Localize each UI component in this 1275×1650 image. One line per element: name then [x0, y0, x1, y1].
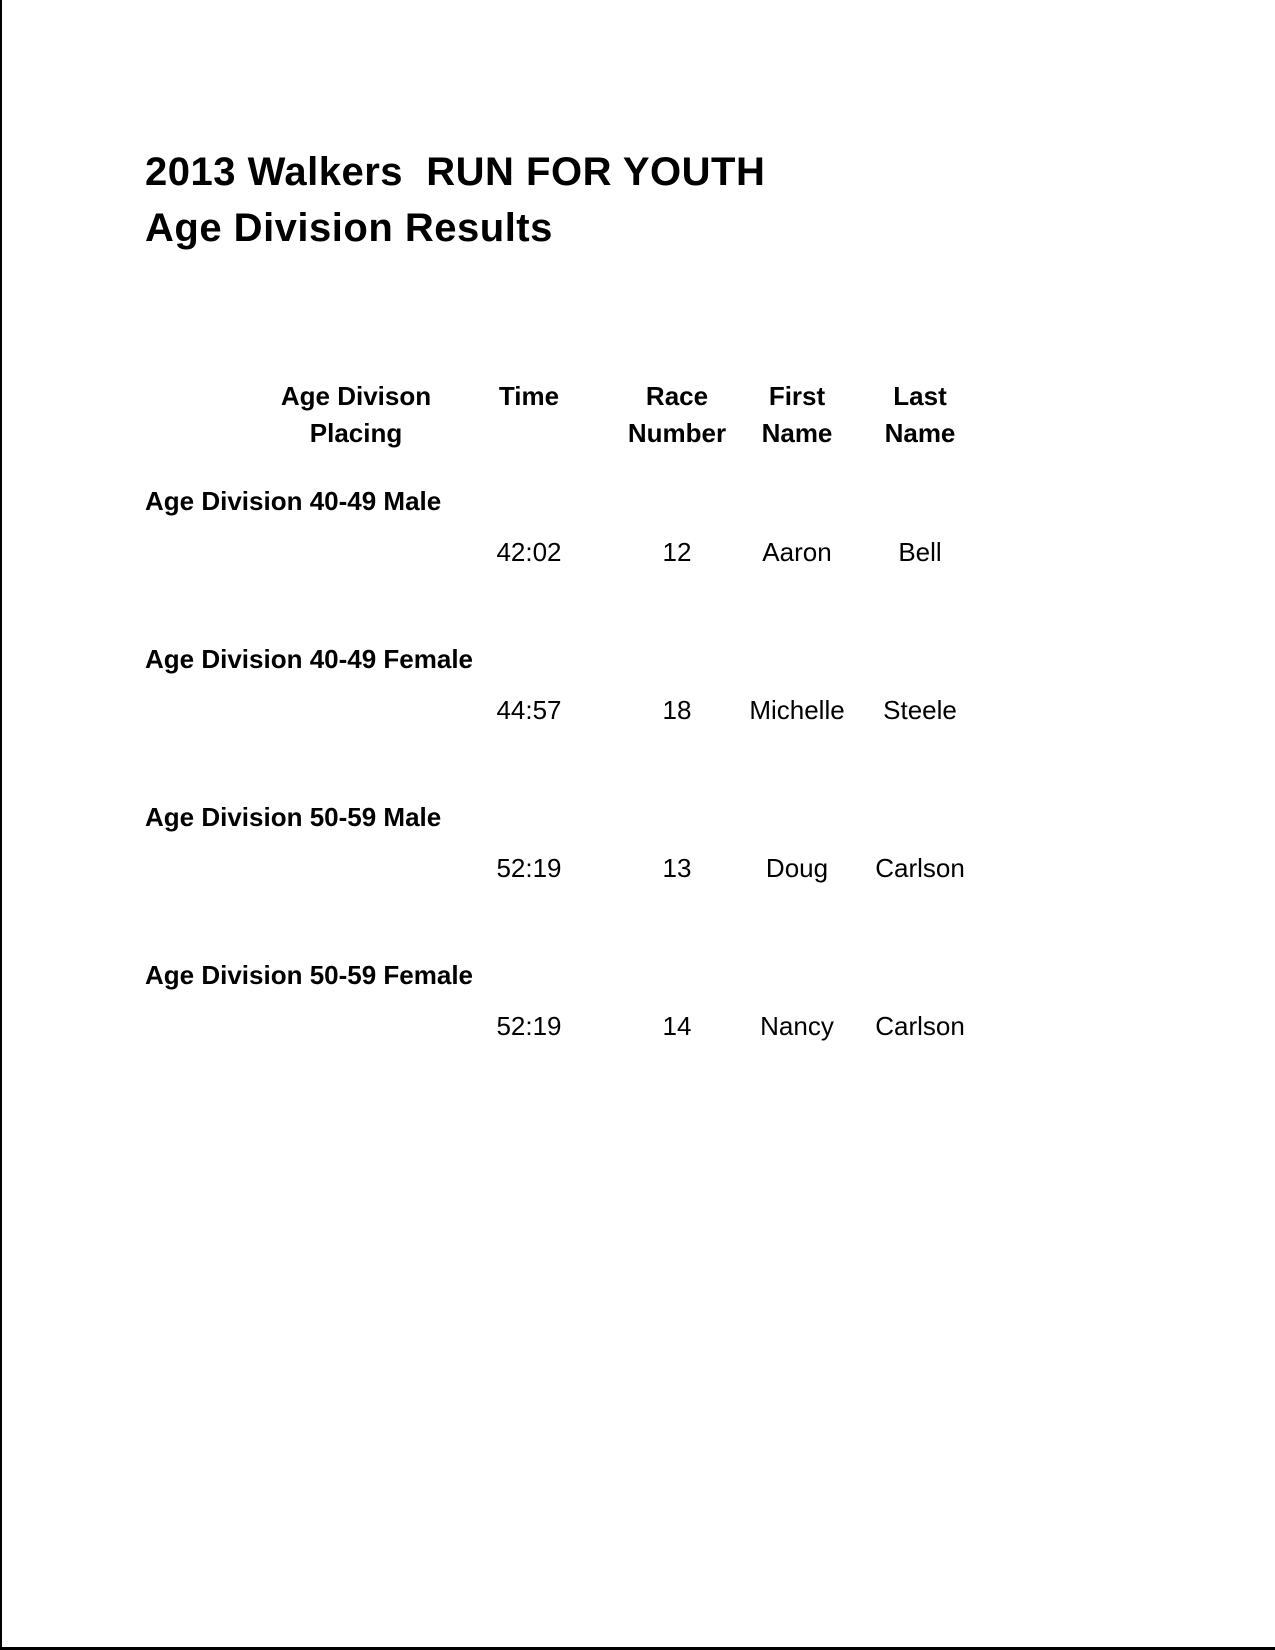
cell-first-name: Doug [765, 853, 829, 883]
result-row [145, 1013, 987, 1040]
header-first-name-line2: Name [761, 418, 833, 448]
section-title: Age Division 50-59 Male [145, 802, 442, 832]
cell-last-name: Bell [898, 537, 942, 567]
result-row [145, 855, 987, 882]
result-row [145, 697, 987, 724]
document-content [145, 152, 1145, 1040]
header-race-number [613, 378, 741, 452]
scan-edge-left [0, 0, 2, 1650]
cell-time: 52:19 [496, 1011, 562, 1041]
header-last-name-line2: Name [884, 418, 956, 448]
results-table [145, 378, 987, 1040]
results-table-body [145, 488, 987, 1040]
cell-race-number: 13 [662, 853, 692, 883]
header-time-line1: Time [498, 381, 560, 411]
cell-time: 44:57 [496, 695, 562, 725]
document-subtitle: Age Division Results [145, 206, 553, 250]
document-title: 2013 Walkers RUN FOR YOUTH [145, 150, 766, 194]
header-age-division-placing [145, 378, 445, 452]
header-first-name [741, 378, 853, 452]
header-last-name [853, 378, 987, 452]
header-last-name-line1: Last [893, 381, 947, 411]
cell-first-name: Aaron [762, 537, 832, 567]
result-row [145, 539, 987, 566]
section-title: Age Division 40-49 Female [145, 644, 474, 674]
cell-last-name: Carlson [875, 853, 965, 883]
age-division-section [145, 646, 987, 724]
age-division-section [145, 962, 987, 1040]
section-title: Age Division 50-59 Female [145, 960, 474, 990]
cell-last-name: Carlson [875, 1011, 965, 1041]
header-first-name-line1: First [768, 381, 826, 411]
cell-first-name: Nancy [760, 1011, 834, 1041]
header-race-number-line2: Number [627, 418, 727, 448]
section-title: Age Division 40-49 Male [145, 486, 442, 516]
age-division-section [145, 488, 987, 566]
cell-race-number: 18 [662, 695, 692, 725]
cell-race-number: 12 [662, 537, 692, 567]
cell-first-name: Michelle [749, 695, 845, 725]
table-header-row [145, 378, 987, 452]
age-division-section [145, 804, 987, 882]
cell-last-name: Steele [883, 695, 957, 725]
header-age-division-line2: Placing [309, 418, 403, 448]
header-race-number-line1: Race [645, 381, 709, 411]
header-time [445, 378, 613, 415]
cell-race-number: 14 [662, 1011, 692, 1041]
cell-time: 52:19 [496, 853, 562, 883]
cell-time: 42:02 [496, 537, 562, 567]
header-age-division-line1: Age Divison [280, 381, 432, 411]
